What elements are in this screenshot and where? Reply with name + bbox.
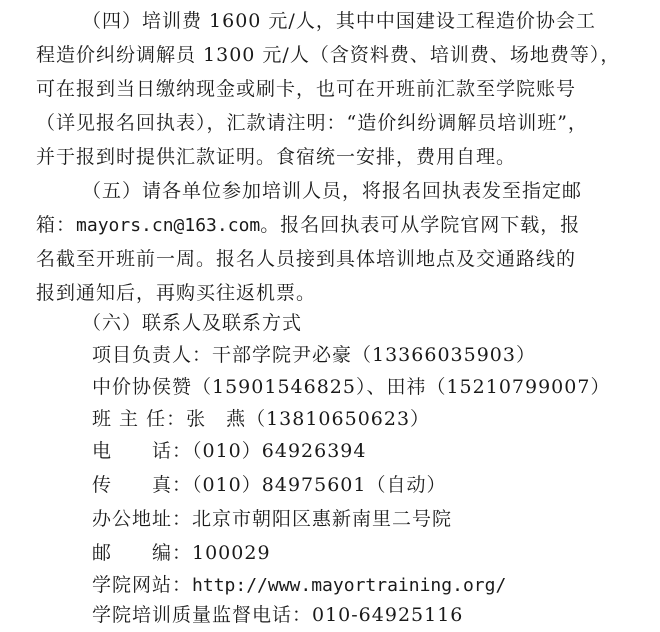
fee-line-4: （详见报名回执表），汇款请注明：“造价纠纷调解员培训班”， <box>36 112 588 134</box>
fee-line-5: 并于报到时提供汇款证明。食宿统一安排，费用自理。 <box>36 146 517 168</box>
contact-fax: 传 真：（010）84975601（自动） <box>92 474 447 496</box>
registration-line-2 <box>36 208 660 242</box>
fee-line-1: （四）培训费 1600 元/人，其中中国建设工程造价协会工 <box>82 10 596 32</box>
contact-address: 办公地址：北京市朝阳区惠新南里二号院 <box>92 508 453 530</box>
contact-association: 中价协侯赞（15901546825）、田祎（15210799007） <box>92 376 611 398</box>
registration-line-2-prefix: 箱： <box>36 214 77 236</box>
fee-line-3: 可在报到当日缴纳现金或刷卡，也可在开班前汇款至学院账号 <box>36 78 577 100</box>
registration-line-3: 名截至开班前一周。报名人员接到具体培训地点及交通路线的 <box>36 248 577 270</box>
website-label: 学院网站： <box>92 574 193 596</box>
registration-line-2-suffix: 。报名回执表可从学院官网下载，报 <box>260 214 581 236</box>
contact-website <box>92 568 660 602</box>
contact-project-lead: 项目负责人：干部学院尹必豪（13366035903） <box>92 344 536 366</box>
contact-class-head: 班 主 任：张 燕（13810650623） <box>92 408 431 430</box>
fee-line-2: 程造价纠纷调解员 1300 元/人（含资料费、培训费、场地费等）， <box>36 44 621 66</box>
contact-phone: 电 话：（010）64926394 <box>92 440 367 462</box>
contact-postcode: 邮 编：100029 <box>92 542 271 564</box>
registration-line-4: 报到通知后，再购买往返机票。 <box>36 282 317 304</box>
website-url: http://www.mayortraining.org/ <box>192 575 507 596</box>
contact-quality-line: 学院培训质量监督电话：010-64925116 <box>92 604 464 626</box>
registration-line-1: （五）请各单位参加培训人员，将报名回执表发至指定邮 <box>82 180 583 202</box>
registration-email: mayors.cn@163.com <box>76 215 261 236</box>
contacts-heading: （六）联系人及联系方式 <box>82 312 303 334</box>
